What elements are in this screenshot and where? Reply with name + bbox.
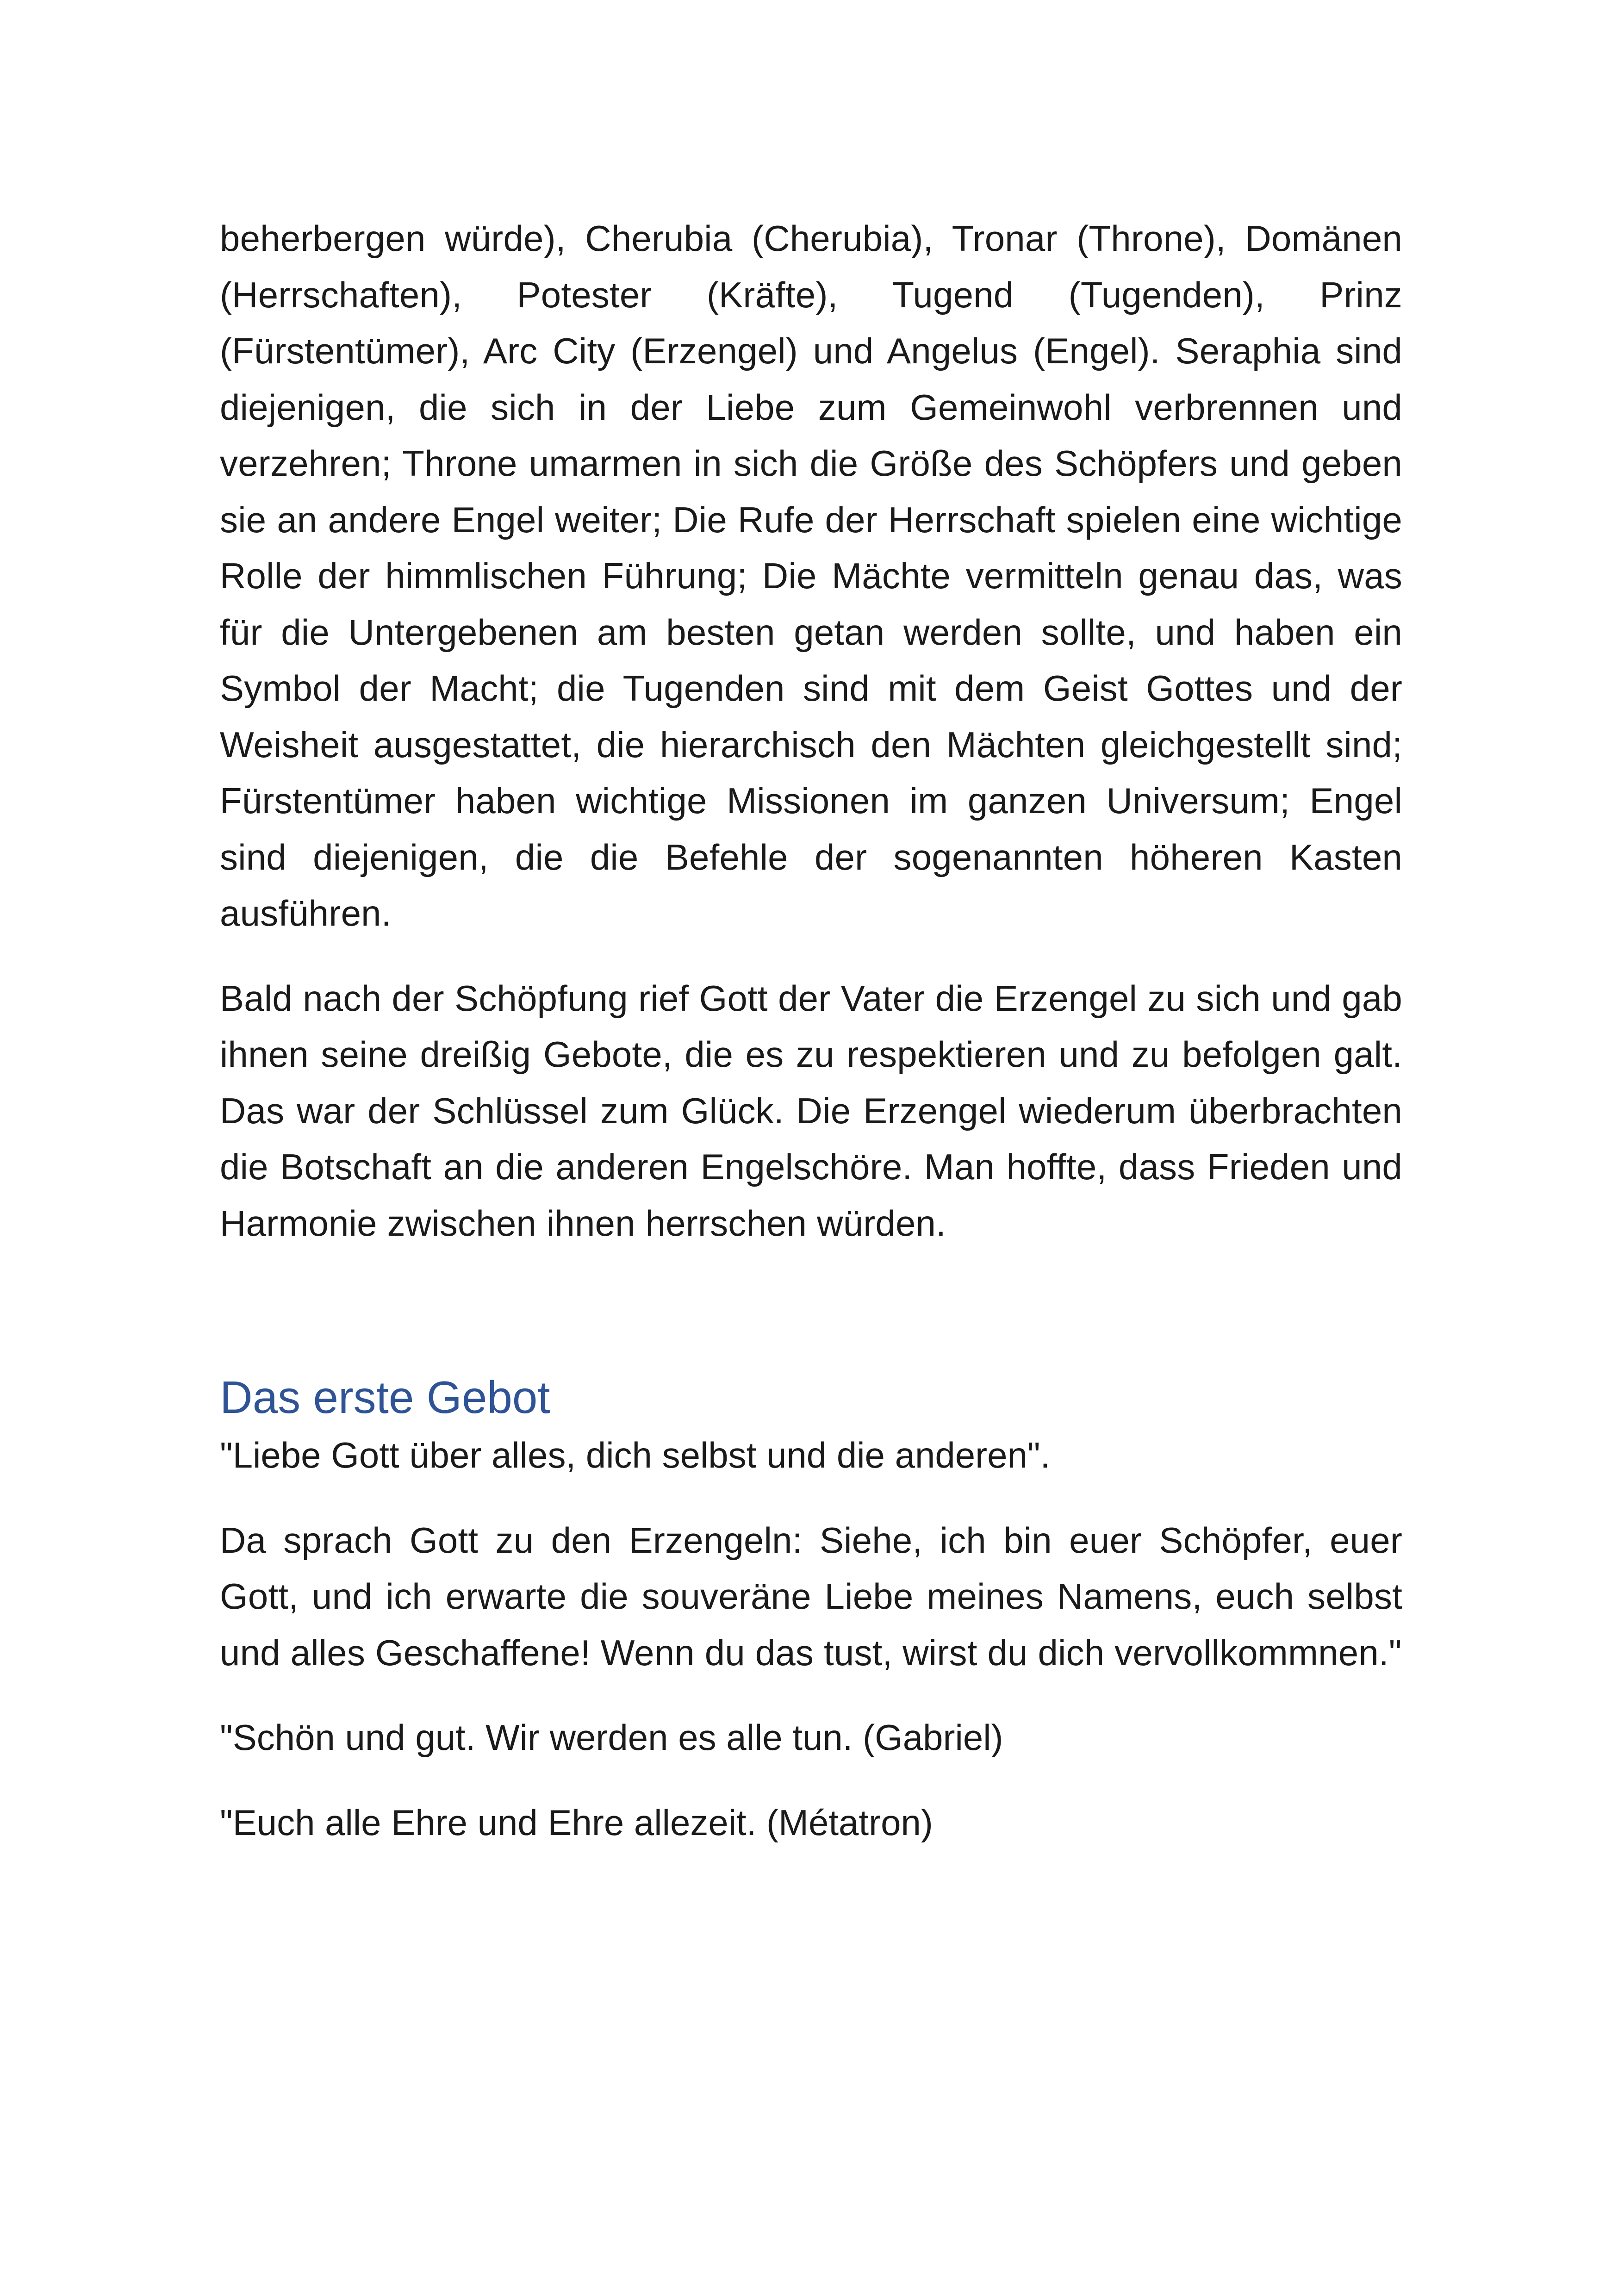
- paragraph-thirty-commandments: Bald nach der Schöpfung rief Gott der Vater die Erzengel zu sich und gab ihnen seine dreißig Gebote, die es zu respektieren und zu befolgen galt. Das war der Schlüssel zum Glück. Die Erzengel wiederum überbrachten die Botschaft an die anderen Engelschöre. Man hoffte, dass Frieden und Harmonie zwischen ihnen herrschen würden.: [220, 977, 1402, 1244]
- section-heading: Das erste Gebot: [220, 1372, 550, 1423]
- reply-metatron: "Euch alle Ehre und Ehre allezeit. (Métatron): [220, 1802, 933, 1843]
- paragraph-god-speech: Da sprach Gott zu den Erzengeln: Siehe, ich bin euer Schöpfer, euer Gott, und ich erwarte die souveräne Liebe meines Namens, euch selbst und alles Geschaffene! Wenn du das tust, wirst du dich vervollkommnen.": [220, 1519, 1402, 1673]
- page-content: [220, 211, 1402, 1879]
- commandment-quote: "Liebe Gott über alles, dich selbst und die anderen".: [220, 1435, 1051, 1475]
- reply-gabriel: "Schön und gut. Wir werden es alle tun. (Gabriel): [220, 1717, 1003, 1758]
- section-first-commandment: [220, 1367, 1402, 1851]
- paragraph-angel-hierarchy: beherbergen würde), Cherubia (Cherubia), Tronar (Throne), Domänen (Herrschaften), Potester (Kräfte), Tugend (Tugenden), Prinz (Fürstentümer), Arc City (Erzengel) und Angelus (Engel). Seraphia sind diejenigen, die sich in der Liebe zum Gemeinwohl verbrennen und verzehren; Throne umarmen in sich die Größe des Schöpfers und geben sie an andere Engel weiter; Die Rufe der Herrschaft spielen eine wichtige Rolle der himmlischen Führung; Die Mächte vermitteln genau das, was für die Untergebenen am besten getan werden sollte, und haben ein Symbol der Macht; die Tugenden sind mit dem Geist Gottes und der Weisheit ausgestattet, die hierarchisch den Mächten gleichgestellt sind; Fürstentümer haben wichtige Missionen im ganzen Universum; Engel sind diejenigen, die die Befehle der sogenannten höheren Kasten ausführen.: [220, 218, 1402, 933]
